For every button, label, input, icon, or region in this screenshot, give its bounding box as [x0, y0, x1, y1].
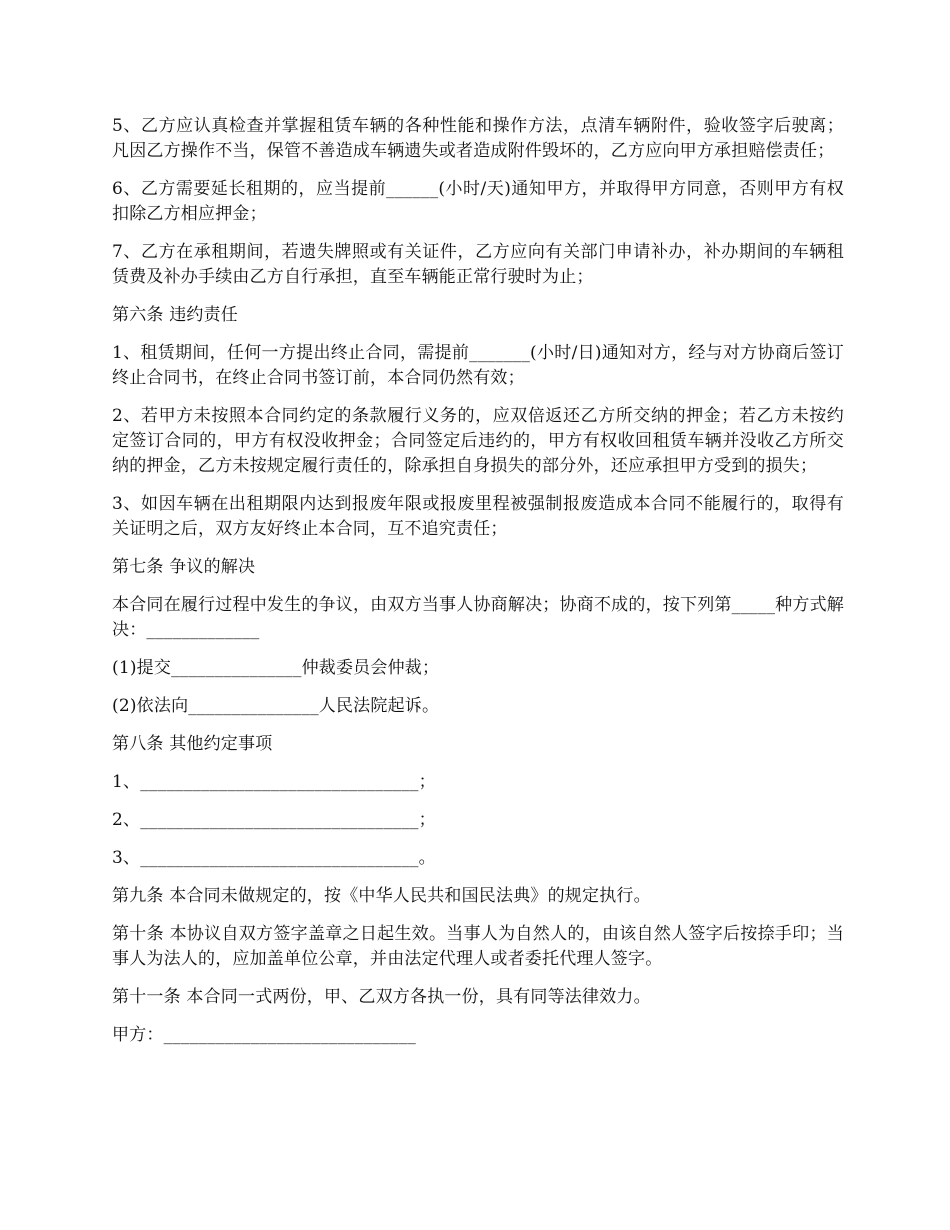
- other-matter-3: 3、________________________________。: [112, 848, 436, 868]
- party-a-signature-line: 甲方：_____________________________: [112, 1025, 416, 1045]
- breach-clause-1: 1、租赁期间，任何一方提出终止合同，需提前_______(小时/日)通知对方，经与对方协商后签订终止合同书，在终止合同书签订前，本合同仍然有效；: [112, 343, 844, 388]
- dispute-resolution-text: 本合同在履行过程中发生的争议，由双方当事人协商解决；协商不成的，按下列第_____种方式解决：_____________: [112, 595, 844, 640]
- breach-clause-3: 3、如因车辆在出租期限内达到报废年限或报废里程被强制报废造成本合同不能履行的，取得有关证明之后，双方友好终止本合同，互不追究责任；: [112, 494, 844, 539]
- article-9: 第九条 本合同未做规定的，按《中华人民共和国民法典》的规定执行。: [112, 886, 651, 906]
- clause-5-vehicle-inspection: 5、乙方应认真检查并掌握租赁车辆的各种性能和操作方法，点清车辆附件，验收签字后驶离；凡因乙方操作不当，保管不善造成车辆遗失或者造成附件毁坏的，乙方应向甲方承担赔偿责任；: [112, 116, 844, 161]
- dispute-option-1: (1)提交_______________仲裁委员会仲裁；: [112, 658, 440, 678]
- dispute-option-2: (2)依法向_______________人民法院起诉。: [112, 696, 440, 716]
- article-8-heading: 第八条 其他约定事项: [112, 734, 273, 754]
- article-11: 第十一条 本合同一式两份，甲、乙双方各执一份，具有同等法律效力。: [112, 987, 651, 1007]
- other-matter-2: 2、________________________________；: [112, 810, 436, 830]
- clause-7-lost-license: 7、乙方在承租期间，若遗失牌照或有关证件，乙方应向有关部门申请补办，补办期间的车辆租赁费及补办手续由乙方自行承担，直至车辆能正常行驶时为止；: [112, 242, 844, 287]
- article-6-heading: 第六条 违约责任: [112, 305, 239, 325]
- other-matter-1: 1、________________________________；: [112, 772, 436, 792]
- clause-6-extend-lease: 6、乙方需要延长租期的，应当提前______(小时/天)通知甲方，并取得甲方同意，否则甲方有权扣除乙方相应押金；: [112, 179, 844, 224]
- breach-clause-2: 2、若甲方未按照本合同约定的条款履行义务的，应双倍返还乙方所交纳的押金；若乙方未按约定签订合同的，甲方有权没收押金；合同签定后违约的，甲方有权收回租赁车辆并没收乙方所交纳的押金，乙方未按规定履行责任的，除承担自身损失的部分外，还应承担甲方受到的损失；: [112, 406, 844, 476]
- document-page: [112, 114, 844, 1061]
- article-7-heading: 第七条 争议的解决: [112, 557, 256, 577]
- article-10: 第十条 本协议自双方签字盖章之日起生效。当事人为自然人的，由该自然人签字后按捺手印；当事人为法人的，应加盖单位公章，并由法定代理人或者委托代理人签字。: [112, 924, 844, 969]
